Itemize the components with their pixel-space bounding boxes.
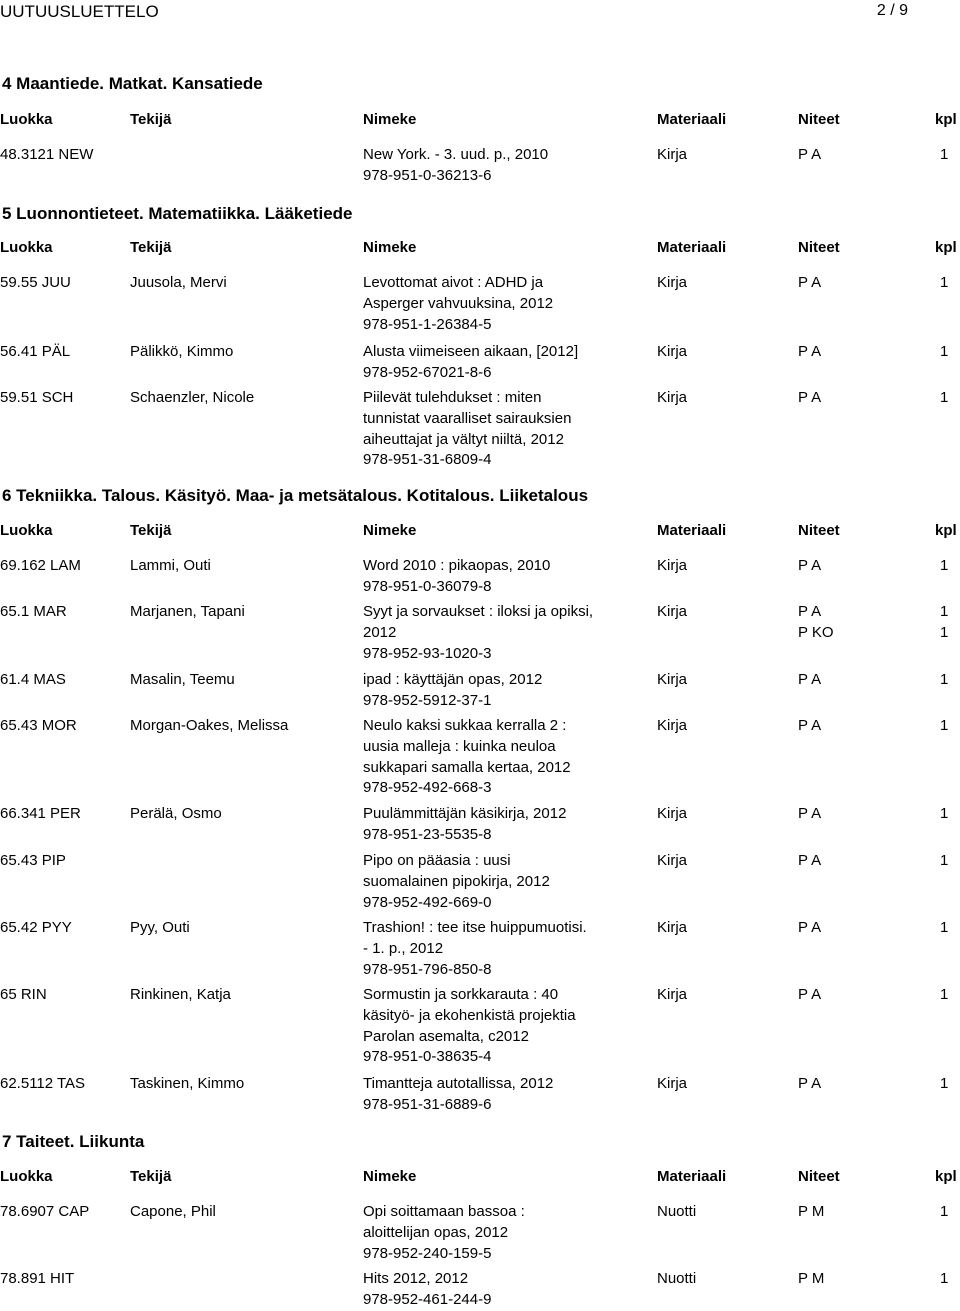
column-header-niteet: Niteet: [798, 111, 840, 128]
title-line: 978-951-1-26384-5: [363, 315, 492, 333]
title-line: 978-951-796-850-8: [363, 960, 492, 978]
title-line: - 1. p., 2012: [363, 939, 444, 957]
column-header-niteet: Niteet: [798, 239, 840, 256]
copies-count-line: 1: [940, 852, 949, 869]
copies-count: [940, 342, 948, 363]
class-code: 65.1 MAR: [0, 603, 67, 620]
column-header-luokka: Luokka: [0, 239, 53, 256]
copies-location-line: P A: [798, 603, 822, 620]
copies-count-line: 1: [940, 274, 949, 291]
class-code: 59.51 SCH: [0, 389, 74, 406]
title-line: ipad : käyttäjän opas, 2012: [363, 671, 543, 688]
material: Kirja: [657, 671, 688, 688]
title-line: 978-951-31-6809-4: [363, 451, 492, 469]
author: Marjanen, Tapani: [130, 603, 245, 620]
title-line: uusia malleja : kuinka neuloa: [363, 737, 556, 755]
title-line: suomalainen pipokirja, 2012: [363, 872, 550, 890]
title-block: [363, 273, 653, 335]
title-line: aloittelijan opas, 2012: [363, 1223, 509, 1241]
material: Kirja: [657, 557, 688, 574]
title-line: 978-951-23-5535-8: [363, 825, 492, 843]
copies-location: [798, 670, 821, 691]
copies-count: [940, 602, 948, 644]
column-header-nimeke: Nimeke: [363, 239, 417, 256]
author: Pälikkö, Kimmo: [130, 343, 234, 360]
copies-location-line: P A: [798, 146, 822, 163]
copies-count-line: 1: [940, 389, 949, 406]
copies-count: [940, 273, 948, 294]
author: Capone, Phil: [130, 1203, 216, 1220]
copies-location-line: P A: [798, 1075, 822, 1092]
title-block: [363, 716, 653, 799]
title-block: [363, 985, 653, 1068]
copies-location-line: P A: [798, 343, 822, 360]
title-line: 978-952-5912-37-1: [363, 691, 492, 709]
column-header-niteet: Niteet: [798, 522, 840, 539]
copies-location: [798, 273, 821, 294]
section-title: 4 Maantiede. Matkat. Kansatiede: [2, 74, 263, 93]
copies-count: [940, 985, 948, 1006]
copies-location-line: P A: [798, 389, 822, 406]
copies-count: [940, 804, 948, 825]
column-header-kpl: kpl: [935, 522, 957, 539]
copies-count-line: 1: [940, 603, 949, 620]
title-line: New York. - 3. uud. p., 2010: [363, 146, 549, 163]
copies-location: [798, 1269, 824, 1290]
title-line: 978-952-492-669-0: [363, 893, 492, 911]
title-line: Trashion! : tee itse huippumuotisi.: [363, 919, 587, 936]
title-line: aiheuttajat ja vältyt niiltä, 2012: [363, 430, 564, 448]
material: Kirja: [657, 1075, 688, 1092]
title-block: [363, 1269, 653, 1311]
class-code: 61.4 MAS: [0, 671, 66, 688]
author: Schaenzler, Nicole: [130, 389, 255, 406]
column-header-nimeke: Nimeke: [363, 522, 417, 539]
copies-count: [940, 851, 948, 872]
copies-count: [940, 670, 948, 691]
title-line: käsityö- ja ekohenkistä projektia: [363, 1006, 576, 1024]
column-header-kpl: kpl: [935, 239, 957, 256]
copies-location-line: P M: [798, 1270, 825, 1287]
material: Kirja: [657, 717, 688, 734]
copies-count-line: 1: [940, 671, 949, 688]
copies-count-line: 1: [940, 623, 949, 641]
column-header-kpl: kpl: [935, 111, 957, 128]
author: Morgan-Oakes, Melissa: [130, 717, 289, 734]
title-line: Puulämmittäjän käsikirja, 2012: [363, 805, 567, 822]
copies-count: [940, 716, 948, 737]
copies-count: [940, 145, 948, 166]
column-header-tekija: Tekijä: [130, 522, 172, 539]
title-line: 978-952-93-1020-3: [363, 644, 492, 662]
column-header-nimeke: Nimeke: [363, 111, 417, 128]
copies-count-line: 1: [940, 717, 949, 734]
copies-location-line: P A: [798, 557, 822, 574]
copies-location-line: P KO: [798, 623, 834, 641]
title-line: tunnistat vaaralliset sairauksien: [363, 409, 572, 427]
column-header-materiaali: Materiaali: [657, 522, 727, 539]
column-header-row: [0, 239, 960, 259]
material: Kirja: [657, 146, 688, 163]
material: Kirja: [657, 389, 688, 406]
class-code: 78.6907 CAP: [0, 1203, 90, 1220]
title-block: [363, 556, 653, 598]
title-line: 978-952-240-159-5: [363, 1244, 492, 1262]
author: Pyy, Outi: [130, 919, 190, 936]
title-block: [363, 1202, 653, 1264]
class-code: 65.43 PIP: [0, 852, 66, 869]
material: Nuotti: [657, 1203, 697, 1220]
column-header-materiaali: Materiaali: [657, 1168, 727, 1185]
material: Kirja: [657, 343, 688, 360]
author: Rinkinen, Katja: [130, 986, 231, 1003]
class-code: 48.3121 NEW: [0, 146, 94, 163]
title-line: Syyt ja sorvaukset : iloksi ja opiksi,: [363, 603, 594, 620]
class-code: 69.162 LAM: [0, 557, 81, 574]
title-line: Levottomat aivot : ADHD ja: [363, 274, 544, 291]
title-line: Alusta viimeiseen aikaan, [2012]: [363, 343, 579, 360]
copies-count-line: 1: [940, 805, 949, 822]
copies-count-line: 1: [940, 986, 949, 1003]
copies-location-line: P A: [798, 986, 822, 1003]
title-line: Piilevät tulehdukset : miten: [363, 389, 542, 406]
column-header-materiaali: Materiaali: [657, 239, 727, 256]
copies-location-line: P A: [798, 852, 822, 869]
copies-location: [798, 851, 821, 872]
title-line: 978-952-461-244-9: [363, 1290, 492, 1308]
copies-count: [940, 556, 948, 577]
author: Masalin, Teemu: [130, 671, 235, 688]
title-line: 978-952-492-668-3: [363, 779, 492, 797]
class-code: 62.5112 TAS: [0, 1075, 86, 1092]
title-line: Opi soittamaan bassoa :: [363, 1203, 525, 1220]
column-header-row: [0, 522, 960, 542]
class-code: 59.55 JUU: [0, 274, 71, 291]
title-line: sukkapari samalla kertaa, 2012: [363, 758, 571, 776]
title-line: Word 2010 : pikaopas, 2010: [363, 557, 551, 574]
copies-location-line: P A: [798, 717, 822, 734]
author: Perälä, Osmo: [130, 805, 222, 822]
class-code: 78.891 HIT: [0, 1270, 75, 1287]
copies-count-line: 1: [940, 1075, 949, 1092]
class-code: 65.43 MOR: [0, 717, 77, 734]
title-block: [363, 1074, 653, 1116]
copies-count: [940, 918, 948, 939]
column-header-row: [0, 111, 960, 131]
column-header-nimeke: Nimeke: [363, 1168, 417, 1185]
title-line: Neulo kaksi sukkaa kerralla 2 :: [363, 717, 567, 734]
copies-count-line: 1: [940, 557, 949, 574]
copies-location: [798, 145, 821, 166]
copies-location: [798, 342, 821, 363]
page-header-title: UUTUUSLUETTELO: [0, 2, 159, 21]
copies-location-line: P A: [798, 805, 822, 822]
section-title: 6 Tekniikka. Talous. Käsityö. Maa- ja metsätalous. Kotitalous. Liiketalous: [2, 486, 589, 505]
copies-location-line: P M: [798, 1203, 825, 1220]
copies-location: [798, 1202, 824, 1223]
title-line: Sormustin ja sorkkarauta : 40: [363, 986, 559, 1003]
title-line: 978-951-0-38635-4: [363, 1048, 492, 1066]
title-line: Parolan asemalta, c2012: [363, 1027, 529, 1045]
section-title: 7 Taiteet. Liikunta: [2, 1132, 145, 1151]
class-code: 65 RIN: [0, 986, 47, 1003]
title-line: 978-952-67021-8-6: [363, 363, 492, 381]
page-number: 2 / 9: [876, 2, 908, 19]
title-line: Hits 2012, 2012: [363, 1270, 469, 1287]
copies-location-line: P A: [798, 671, 822, 688]
author: Lammi, Outi: [130, 557, 211, 574]
material: Kirja: [657, 919, 688, 936]
title-block: [363, 145, 653, 187]
column-header-tekija: Tekijä: [130, 1168, 172, 1185]
column-header-luokka: Luokka: [0, 522, 53, 539]
title-block: [363, 804, 653, 846]
title-line: Timantteja autotallissa, 2012: [363, 1075, 554, 1092]
material: Kirja: [657, 274, 688, 291]
column-header-row: [0, 1168, 960, 1188]
copies-location: [798, 556, 821, 577]
column-header-materiaali: Materiaali: [657, 111, 727, 128]
title-line: 978-951-31-6889-6: [363, 1095, 492, 1113]
copies-location: [798, 985, 821, 1006]
column-header-tekija: Tekijä: [130, 239, 172, 256]
title-line: 2012: [363, 623, 397, 641]
column-header-kpl: kpl: [935, 1168, 957, 1185]
column-header-tekija: Tekijä: [130, 111, 172, 128]
copies-location-line: P A: [798, 274, 822, 291]
column-header-luokka: Luokka: [0, 111, 53, 128]
author: Juusola, Mervi: [130, 274, 227, 291]
copies-count: [940, 1269, 948, 1290]
material: Kirja: [657, 986, 688, 1003]
material: Kirja: [657, 852, 688, 869]
copies-count-line: 1: [940, 343, 949, 360]
author: Taskinen, Kimmo: [130, 1075, 245, 1092]
copies-count: [940, 1074, 948, 1095]
title-block: [363, 602, 653, 664]
copies-count-line: 1: [940, 1270, 949, 1287]
copies-location: [798, 388, 821, 409]
material: Nuotti: [657, 1270, 697, 1287]
section-title: 5 Luonnontieteet. Matematiikka. Lääketiede: [2, 204, 353, 223]
title-block: [363, 670, 653, 712]
class-code: 65.42 PYY: [0, 919, 72, 936]
title-block: [363, 918, 653, 980]
class-code: 56.41 PÄL: [0, 343, 71, 360]
material: Kirja: [657, 603, 688, 620]
title-block: [363, 342, 653, 384]
class-code: 66.341 PER: [0, 805, 81, 822]
copies-location-line: P A: [798, 919, 822, 936]
column-header-luokka: Luokka: [0, 1168, 53, 1185]
copies-location: [798, 602, 834, 644]
title-line: 978-951-0-36213-6: [363, 166, 492, 184]
copies-location: [798, 804, 821, 825]
title-line: Pipo on pääasia : uusi: [363, 852, 511, 869]
copies-location: [798, 1074, 821, 1095]
copies-count: [940, 1202, 948, 1223]
title-line: Asperger vahvuuksina, 2012: [363, 294, 554, 312]
copies-count-line: 1: [940, 1203, 949, 1220]
copies-location: [798, 918, 821, 939]
copies-count-line: 1: [940, 146, 949, 163]
title-block: [363, 388, 653, 471]
column-header-niteet: Niteet: [798, 1168, 840, 1185]
title-block: [363, 851, 653, 913]
copies-count-line: 1: [940, 919, 949, 936]
copies-count: [940, 388, 948, 409]
material: Kirja: [657, 805, 688, 822]
title-line: 978-951-0-36079-8: [363, 577, 492, 595]
copies-location: [798, 716, 821, 737]
